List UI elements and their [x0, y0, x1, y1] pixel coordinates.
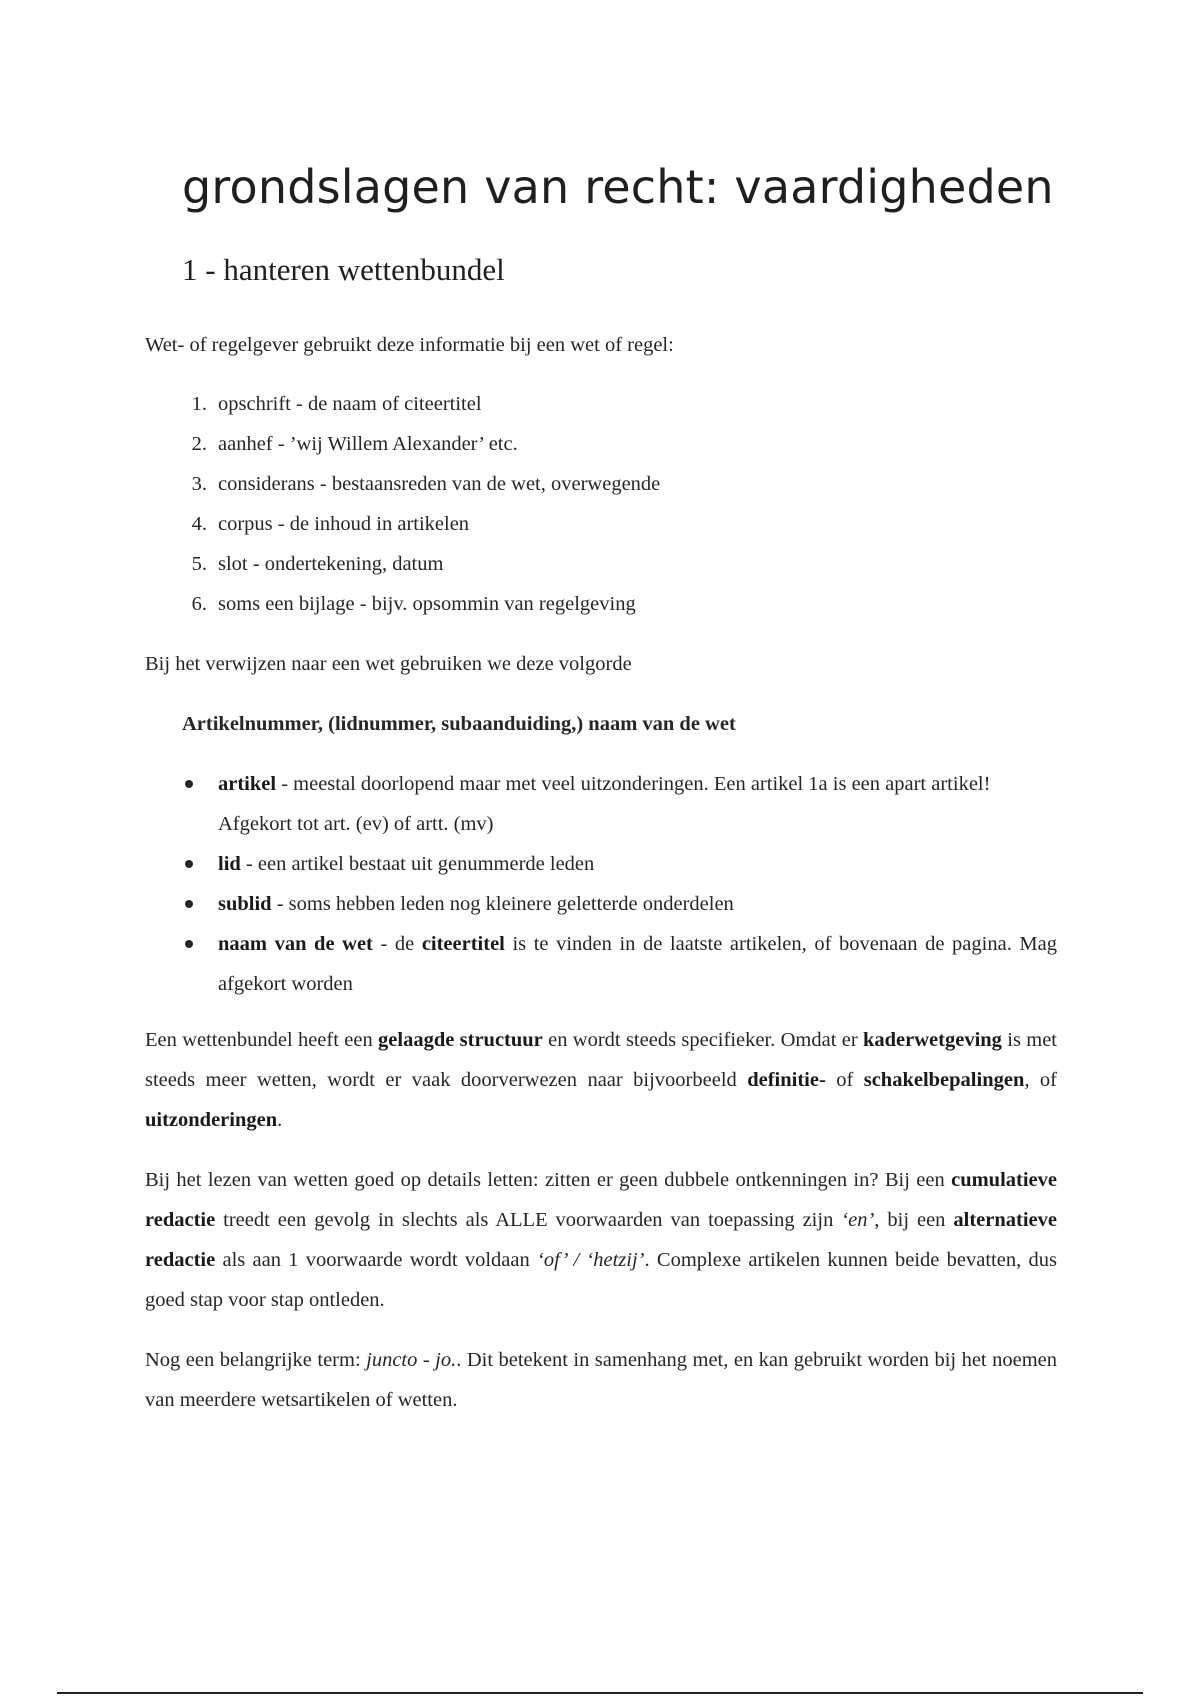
text-run: , bij een — [874, 1209, 954, 1231]
bullet-text: - soms hebben leden nog kleinere geletterde onderdelen — [271, 893, 734, 915]
bullet-icon — [185, 860, 193, 868]
bullet-text: - de — [372, 933, 422, 955]
text-run: als aan 1 voorwaarde wordt voldaan — [215, 1249, 537, 1271]
term-definitie: definitie- — [747, 1069, 826, 1091]
bullet-text: is te vinden in de laatste artikelen, of bovenaan de pagina. Mag afgekort worden — [218, 933, 1057, 995]
document-title: grondslagen van recht: vaardigheden — [182, 160, 1054, 214]
text-run: , of — [1024, 1069, 1057, 1091]
list-item-text: soms een bijlage - bijv. opsommin van regelgeving — [218, 593, 636, 615]
term-schakelbepalingen: schakelbepalingen — [863, 1069, 1025, 1091]
reading-paragraph — [145, 1160, 1057, 1320]
quote-of-hetzij: ‘of’ / ‘hetzij’ — [537, 1249, 645, 1271]
bullet-icon — [185, 780, 193, 788]
term-alternatieve-redactie: alternatieve redactie — [145, 1209, 1057, 1271]
section-heading: 1 - hanteren wettenbundel — [182, 252, 505, 287]
term-kaderwetgeving: kaderwetgeving — [862, 1029, 1002, 1051]
list-item-text: aanhef - ’wij Willem Alexander’ etc. — [218, 433, 518, 455]
term-juncto: juncto - jo. — [366, 1349, 457, 1371]
bullet-term: sublid — [218, 893, 272, 915]
bullet-term-citeertitel: citeertitel — [421, 933, 505, 955]
bullet-term: lid — [218, 853, 241, 875]
list-number: 5. — [191, 553, 207, 575]
bullet-text: - een artikel bestaat uit genummerde leden — [240, 853, 595, 875]
bullet-term: naam van de wet — [218, 933, 373, 955]
bullet-item-naam-van-de-wet — [145, 924, 1057, 1004]
text-run: . — [277, 1109, 283, 1131]
bullet-list — [145, 764, 1057, 1004]
text-run: Een wettenbundel heeft een — [145, 1029, 379, 1051]
list-number: 6. — [191, 593, 207, 615]
bullet-item-artikel — [145, 764, 1057, 844]
list-item — [145, 464, 660, 504]
list-number: 3. — [191, 473, 207, 495]
text-run: . Complexe artikelen kunnen beide bevatten, dus goed stap voor stap ontleden. — [145, 1249, 1057, 1311]
page-bottom-divider — [57, 1692, 1143, 1694]
list-item-text: corpus - de inhoud in artikelen — [218, 513, 470, 535]
juncto-paragraph — [145, 1340, 1057, 1420]
text-run: is met steeds meer wetten, wordt er vaak doorverwezen naar bijvoorbeeld — [145, 1029, 1057, 1091]
list-item — [145, 384, 660, 424]
term-gelaagde-structuur: gelaagde structuur — [378, 1029, 543, 1051]
text-run: Nog een belangrijke term: — [145, 1349, 367, 1371]
quote-en: ‘en’ — [841, 1209, 875, 1231]
bullet-icon — [185, 940, 193, 948]
numbered-list — [145, 384, 660, 624]
bullet-item-sublid — [145, 884, 1057, 924]
list-item-text: slot - ondertekening, datum — [218, 553, 444, 575]
bullet-item-lid — [145, 844, 1057, 884]
text-run: en wordt steeds specifieker. Omdat er — [542, 1029, 863, 1051]
text-run: Bij het lezen van wetten goed op details letten: zitten er geen dubbele ontkenningen in? Bij een — [145, 1169, 952, 1191]
text-run: treedt een gevolg in slechts als ALLE voorwaarden van toepassing zijn — [215, 1209, 842, 1231]
bullet-term: artikel — [218, 773, 277, 795]
bullet-icon — [185, 900, 193, 908]
list-item — [145, 424, 660, 464]
list-number: 2. — [191, 433, 207, 455]
order-intro-paragraph: Bij het verwijzen naar een wet gebruiken we deze volgorde — [145, 653, 632, 675]
list-item — [145, 584, 660, 624]
text-run: of — [825, 1069, 864, 1091]
list-item — [145, 544, 660, 584]
list-item — [145, 504, 660, 544]
bullet-text: - meestal doorlopend maar met veel uitzonderingen. Een artikel 1a is een apart artikel! Afgekort tot art. (ev) of artt. (mv) — [218, 773, 991, 835]
list-item-text: opschrift - de naam of citeertitel — [218, 393, 482, 415]
structure-paragraph — [145, 1020, 1057, 1140]
list-number: 1. — [191, 393, 207, 415]
intro-paragraph: Wet- of regelgever gebruikt deze informatie bij een wet of regel: — [145, 334, 674, 356]
list-number: 4. — [191, 513, 207, 535]
term-uitzonderingen: uitzonderingen — [145, 1109, 278, 1131]
citation-format: Artikelnummer, (lidnummer, subaanduiding,) naam van de wet — [182, 713, 736, 735]
term-cumulatieve-redactie: cumulatieve redactie — [145, 1169, 1057, 1231]
list-item-text: considerans - bestaansreden van de wet, overwegende — [218, 473, 661, 495]
text-run: . Dit betekent in samenhang met, en kan gebruikt worden bij het noemen van meerdere wetsartikelen of wetten. — [145, 1349, 1057, 1411]
